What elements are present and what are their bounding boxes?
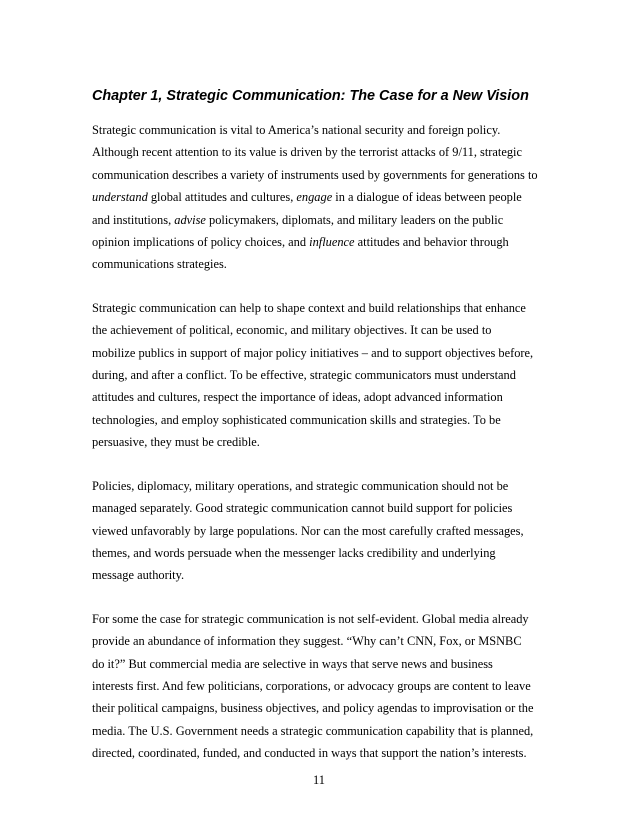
text-line (92, 253, 562, 275)
text-run: attitudes and cultures, respect the importance of ideas, adopt advanced information (92, 390, 503, 405)
text-run: Policies, diplomacy, military operations, and strategic communication should not be (92, 478, 509, 493)
text-run: opinion implications of policy choices, and (92, 235, 310, 250)
text-line (92, 542, 562, 564)
chapter-heading: Chapter 1, Strategic Communication: The Case for a New Vision (92, 88, 529, 104)
text-run: Although recent attention to its value is driven by the terrorist attacks of 9/11, strategic (92, 145, 522, 160)
text-line (92, 386, 562, 408)
text-line (92, 119, 562, 141)
text-run: global attitudes and cultures, (147, 190, 297, 205)
text-line (92, 497, 562, 519)
text-run: viewed unfavorably by large populations. Nor can the most carefully crafted messages, (92, 523, 524, 538)
body-paragraph (92, 119, 562, 276)
text-run: and institutions, (92, 212, 175, 227)
text-line (92, 720, 562, 742)
text-run: mobilize publics in support of major policy initiatives – and to support objectives before, (92, 345, 534, 360)
text-line (92, 608, 562, 630)
text-run: persuasive, they must be credible. (92, 435, 260, 450)
text-line (92, 209, 562, 231)
text-line (92, 564, 562, 586)
text-run: For some the case for strategic communication is not self-evident. Global media already (92, 611, 529, 626)
body-paragraph (92, 297, 562, 454)
text-line (92, 653, 562, 675)
text-line (92, 297, 562, 319)
text-line (92, 675, 562, 697)
text-line (92, 431, 562, 453)
text-line (92, 697, 562, 719)
body-text (92, 119, 562, 786)
text-run: Strategic communication is vital to America’s national security and foreign policy. (92, 123, 501, 137)
text-line (92, 742, 562, 764)
text-run: the achievement of political, economic, and military objectives. It can be used to (92, 323, 492, 338)
text-run: communication describes a variety of instruments used by governments for generations to (92, 167, 538, 182)
page-number: 11 (313, 773, 325, 787)
text-line (92, 630, 562, 652)
text-run: media. The U.S. Government needs a strategic communication capability that is planned, (92, 723, 534, 738)
text-run: policymakers, diplomats, and military leaders on the public (205, 212, 504, 227)
text-run: attitudes and behavior through (354, 235, 509, 250)
text-line (92, 520, 562, 542)
text-line (92, 319, 562, 341)
text-run: do it?” But commercial media are selective in ways that serve news and business (92, 656, 493, 671)
text-line (92, 231, 562, 253)
text-run: technologies, and employ sophisticated communication skills and strategies. To be (92, 412, 501, 427)
text-line (92, 342, 562, 364)
emphasized-term: influence (309, 235, 355, 250)
text-run: communications strategies. (92, 257, 227, 272)
body-paragraph (92, 608, 562, 765)
text-line (92, 364, 562, 386)
body-paragraph (92, 475, 562, 587)
text-run: interests first. And few politicians, corporations, or advocacy groups are content to leave (92, 678, 531, 693)
text-run: Strategic communication can help to shape context and build relationships that enhance (92, 300, 526, 315)
text-line (92, 141, 562, 163)
text-run: directed, coordinated, funded, and conducted in ways that support the nation’s interests. (92, 746, 527, 761)
emphasized-term: understand (92, 190, 148, 205)
text-run: themes, and words persuade when the messenger lacks credibility and underlying (92, 545, 496, 560)
emphasized-term: advise (174, 212, 206, 227)
text-run: managed separately. Good strategic communication cannot build support for policies (92, 501, 513, 516)
text-run: in a dialogue of ideas between people (332, 190, 522, 205)
text-line (92, 475, 562, 497)
text-run: during, and after a conflict. To be effective, strategic communicators must understand (92, 368, 516, 383)
text-line (92, 186, 562, 208)
text-run: provide an abundance of information they suggest. “Why can’t CNN, Fox, or MSNBC (92, 634, 522, 649)
text-run: their political campaigns, business objectives, and policy agendas to improvisation or the (92, 701, 534, 716)
text-line (92, 409, 562, 431)
text-line (92, 164, 562, 186)
emphasized-term: engage (296, 190, 333, 205)
text-run: message authority. (92, 568, 185, 583)
